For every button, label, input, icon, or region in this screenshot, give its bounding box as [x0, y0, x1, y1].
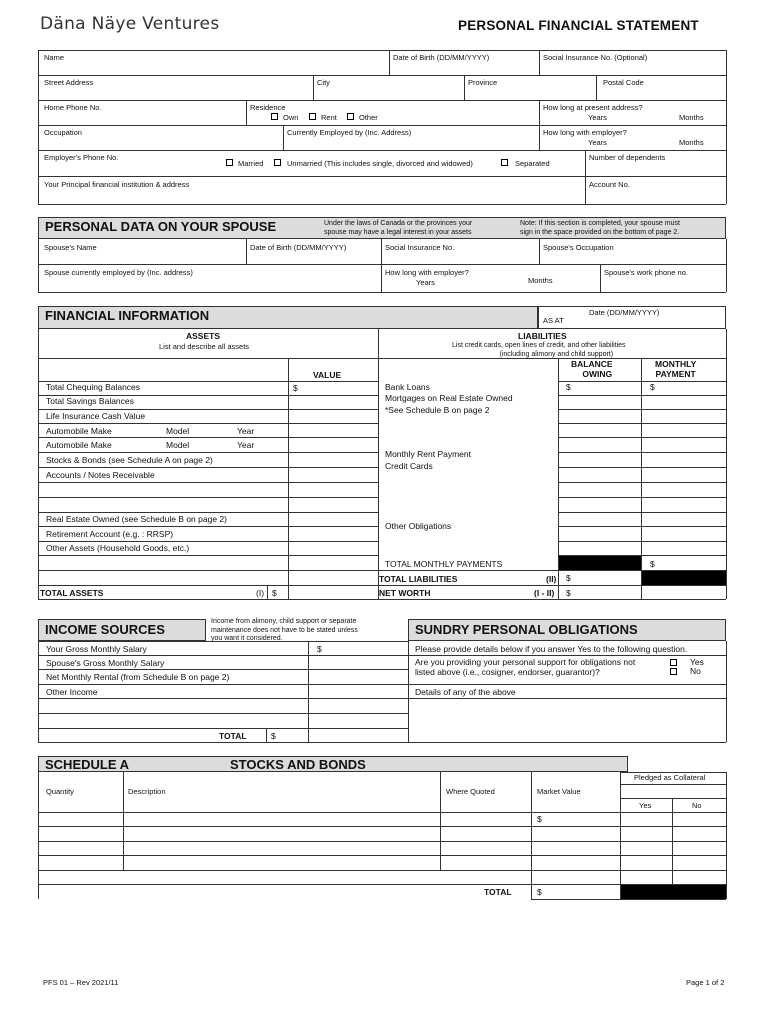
sundry-instruction: Please provide details below if you answer Yes to the following question.: [415, 644, 688, 654]
where-quoted-heading: Where Quoted: [446, 787, 495, 796]
spouse-dob-field[interactable]: Date of Birth (DD/MM/YYYY): [250, 243, 347, 252]
description-heading: Description: [128, 787, 166, 796]
address-years-field[interactable]: Years: [588, 113, 607, 122]
spouse-sign-note: Note: If this section is completed, your spouse must sign in the space provided on the bottom of page 2.: [520, 220, 680, 236]
liabilities-heading: LIABILITIES: [518, 331, 567, 341]
employer-duration-label: How long with employer?: [543, 128, 627, 137]
spouse-years-field[interactable]: Years: [416, 278, 435, 287]
asset-row: Life Insurance Cash Value: [46, 411, 146, 421]
total-payments-dollar: $: [650, 559, 655, 569]
year-label: Year: [237, 426, 255, 436]
pledged-heading: Pledged as Collateral: [634, 773, 706, 782]
schedule-a-total-dollar: $: [537, 887, 542, 897]
separated-checkbox[interactable]: [501, 159, 508, 166]
spouse-work-phone-field[interactable]: Spouse's work phone no.: [604, 268, 688, 277]
spouse-sin-field[interactable]: Social Insurance No.: [385, 243, 455, 252]
asset-row: Accounts / Notes Receivable: [46, 470, 155, 480]
form-id: PFS 01 – Rev 2021/11: [43, 978, 119, 987]
name-field[interactable]: Name: [44, 53, 65, 62]
net-worth-dollar: $: [566, 588, 571, 598]
unmarried-label: Unmarried (This includes single, divorced and widowed): [287, 159, 473, 168]
total-liabilities-dollar: $: [566, 573, 571, 583]
married-label: Married: [238, 159, 264, 168]
employer-phone-field[interactable]: Employer's Phone No.: [44, 153, 119, 162]
dob-field[interactable]: Date of Birth (DD/MM/YYYY): [393, 53, 490, 62]
city-field[interactable]: City: [317, 78, 330, 87]
bank-loans-label: Bank Loans: [385, 382, 430, 392]
asset-row: Total Savings Balances: [46, 396, 134, 406]
monthly-rent-label: Monthly Rent Payment: [385, 449, 471, 459]
income-note: Income from alimony, child support or separate maintenance does not have to be stated unless you want it considered.: [211, 618, 358, 642]
spouse-law-note: Under the laws of Canada or the provinces your spouse may have a legal interest in your assets: [324, 220, 473, 236]
payment-dollar-sign: $: [650, 382, 655, 392]
separated-label: Separated: [515, 159, 550, 168]
monthly-payment-heading: MONTHLY PAYMENT: [655, 359, 697, 379]
asset-row: Automobile Make: [46, 440, 112, 450]
spouse-section-title: PERSONAL DATA ON YOUR SPOUSE: [45, 219, 277, 234]
credit-cards-label: Credit Cards: [385, 461, 433, 471]
account-field[interactable]: Account No.: [589, 180, 630, 189]
blackout-cell: [621, 885, 726, 899]
total-assets-label: TOTAL ASSETS: [40, 588, 104, 598]
asset-row: Retirement Account (e.g. : RRSP): [46, 529, 174, 539]
sundry-no-label: No: [690, 666, 701, 676]
net-worth-formula: (I - II): [534, 588, 555, 598]
own-checkbox[interactable]: [271, 113, 278, 120]
income-row: Net Monthly Rental (from Schedule B on page 2): [46, 672, 230, 682]
unmarried-checkbox[interactable]: [274, 159, 281, 166]
financial-section-title: FINANCIAL INFORMATION: [45, 308, 210, 323]
residence-label: Residence: [250, 103, 286, 112]
dependents-field[interactable]: Number of dependents: [589, 153, 666, 162]
net-worth-label: NET WORTH: [379, 588, 431, 598]
street-field[interactable]: Street Address: [44, 78, 94, 87]
postal-field[interactable]: Postal Code: [603, 78, 644, 87]
as-at-date-field[interactable]: Date (DD/MM/YYYY): [589, 308, 660, 317]
sundry-yes-checkbox[interactable]: [670, 659, 677, 666]
own-label: Own: [283, 113, 299, 122]
asset-row: Other Assets (Household Goods, etc.): [46, 543, 190, 553]
sundry-yes-label: Yes: [690, 657, 704, 667]
assets-heading: ASSETS: [186, 331, 221, 341]
spouse-duration-label: How long with employer?: [385, 268, 469, 277]
balance-owing-heading: BALANCE OWING: [571, 359, 613, 379]
income-total-label: TOTAL: [219, 731, 247, 741]
blackout-cell: [559, 556, 641, 570]
spouse-months-field[interactable]: Months: [528, 276, 553, 285]
asset-row: Real Estate Owned (see Schedule B on page 2): [46, 514, 227, 524]
sundry-section-title: SUNDRY PERSONAL OBLIGATIONS: [415, 622, 638, 637]
pledged-yes-heading: Yes: [639, 801, 652, 810]
asset-row: Total Chequing Balances: [46, 382, 141, 392]
income-section-title: INCOME SOURCES: [45, 622, 165, 637]
year-label: Year: [237, 440, 255, 450]
liabilities-ii-marker: (II): [546, 574, 557, 584]
liabilities-subheading: List credit cards, open lines of credit, and other liabilities (including alimony and child support): [452, 342, 626, 358]
asset-row: Stocks & Bonds (see Schedule A on page 2): [46, 455, 213, 465]
model-label: Model: [166, 426, 190, 436]
assets-dollar-sign: $: [293, 383, 298, 393]
occupation-field[interactable]: Occupation: [44, 128, 82, 137]
schedule-a-subtitle: STOCKS AND BONDS: [230, 757, 366, 772]
sundry-question: Are you providing your personal support for obligations not listed above (i.e., cosigner, endorser, guarantor)?: [415, 657, 636, 677]
value-heading: VALUE: [313, 370, 342, 380]
institution-field[interactable]: Your Principal financial institution & address: [44, 180, 190, 189]
other-label: Other: [359, 113, 378, 122]
total-liabilities-label: TOTAL LIABILITIES: [379, 574, 458, 584]
married-checkbox[interactable]: [226, 159, 233, 166]
sundry-no-checkbox[interactable]: [670, 668, 677, 675]
asset-row: Automobile Make: [46, 426, 112, 436]
other-checkbox[interactable]: [347, 113, 354, 120]
rent-checkbox[interactable]: [309, 113, 316, 120]
income-dollar-sign: $: [317, 644, 322, 654]
page-number: Page 1 of 2: [686, 978, 725, 987]
model-label: Model: [166, 440, 190, 450]
sin-field[interactable]: Social Insurance No. (Optional): [543, 53, 648, 62]
schedule-b-note: *See Schedule B on page 2: [385, 405, 490, 415]
schedule-a-title: SCHEDULE A: [45, 757, 130, 772]
province-field[interactable]: Province: [468, 78, 498, 87]
schedule-a-total-label: TOTAL: [484, 887, 512, 897]
rent-label: Rent: [321, 113, 337, 122]
blackout-cell: [642, 571, 726, 585]
employer-years-field[interactable]: Years: [588, 138, 607, 147]
brand-name: Däna Näye Ventures: [40, 14, 220, 34]
sundry-details-field[interactable]: Details of any of the above: [415, 687, 516, 697]
total-monthly-payments-label: TOTAL MONTHLY PAYMENTS: [385, 559, 503, 569]
spouse-occupation-field[interactable]: Spouse's Occupation: [543, 243, 614, 252]
address-months-field[interactable]: Months: [679, 113, 704, 122]
employer-months-field[interactable]: Months: [679, 138, 704, 147]
assets-subheading: List and describe all assets: [159, 342, 250, 351]
home-phone-field[interactable]: Home Phone No.: [44, 103, 102, 112]
spouse-employer-field[interactable]: Spouse currently employed by (Inc. address): [44, 268, 193, 277]
income-total-dollar: $: [271, 731, 276, 741]
as-at-label: AS AT: [543, 316, 564, 325]
page-title: PERSONAL FINANCIAL STATEMENT: [458, 18, 699, 33]
address-duration-label: How long at present address?: [543, 103, 643, 112]
income-row: Your Gross Monthly Salary: [46, 644, 147, 654]
employer-field[interactable]: Currently Employed by (Inc. Address): [287, 128, 412, 137]
spouse-name-field[interactable]: Spouse's Name: [44, 243, 97, 252]
income-row: Other Income: [46, 687, 98, 697]
balance-dollar-sign: $: [566, 382, 571, 392]
assets-i-marker: (I): [256, 588, 265, 598]
pledged-no-heading: No: [692, 801, 702, 810]
other-obligations-label: Other Obligations: [385, 521, 452, 531]
market-value-dollar: $: [537, 814, 542, 824]
quantity-heading: Quantity: [46, 787, 74, 796]
mortgages-label: Mortgages on Real Estate Owned: [385, 393, 513, 403]
total-assets-dollar: $: [272, 588, 277, 598]
market-value-heading: Market Value: [537, 787, 581, 796]
income-row: Spouse's Gross Monthly Salary: [46, 658, 165, 668]
